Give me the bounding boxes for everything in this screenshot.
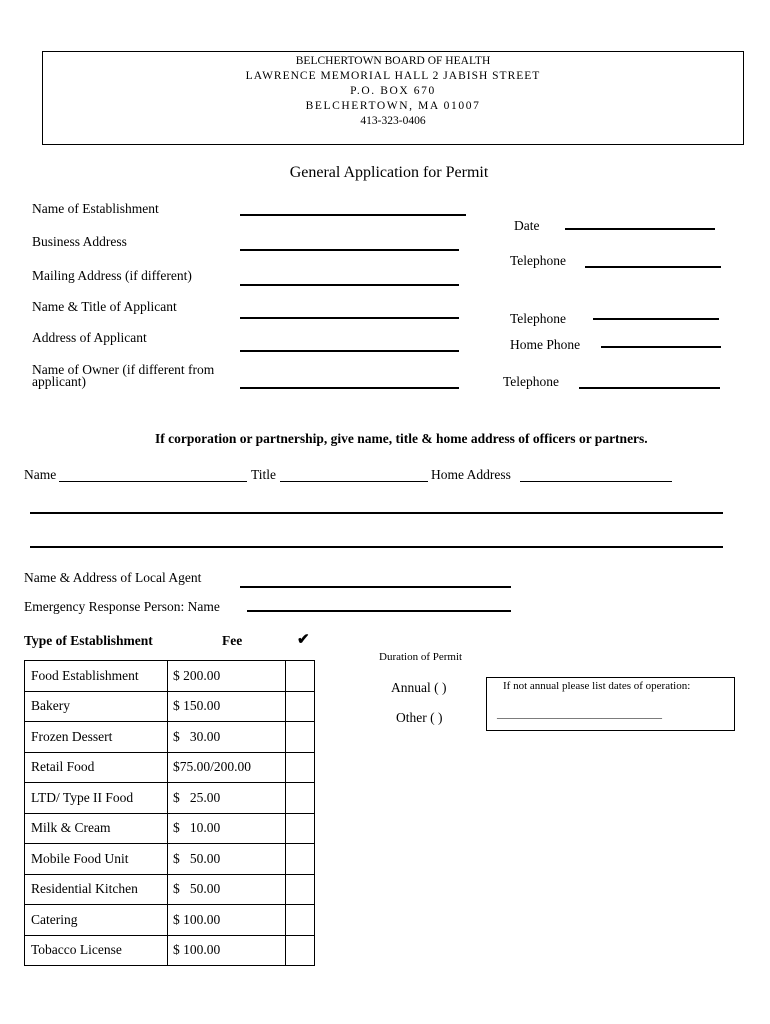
table-row <box>25 844 315 875</box>
establishment-type: Residential Kitchen <box>25 874 168 905</box>
establishment-fee: $ 50.00 <box>168 844 286 875</box>
officer-name-field[interactable] <box>59 481 247 482</box>
establishment-type: Frozen Dessert <box>25 722 168 753</box>
establishment-type: Retail Food <box>25 752 168 783</box>
business-address-label: Business Address <box>32 234 127 249</box>
if-not-annual-label: If not annual please list dates of operation: <box>503 680 691 692</box>
dates-of-operation-box <box>486 677 735 731</box>
check-mark-icon: ✔ <box>297 632 310 648</box>
name-establishment-field[interactable] <box>240 214 466 216</box>
name-owner-label-line1: Name of Owner (if different from <box>32 362 215 377</box>
table-row <box>25 722 315 753</box>
officer-line-2[interactable] <box>30 546 723 548</box>
table-row <box>25 935 315 966</box>
table-row <box>25 691 315 722</box>
local-agent-label: Name & Address of Local Agent <box>24 570 202 585</box>
officer-home-address-field[interactable] <box>520 481 672 482</box>
establishment-fee: $75.00/200.00 <box>168 752 286 783</box>
establishment-type: Food Establishment <box>25 661 168 692</box>
name-title-applicant-label: Name & Title of Applicant <box>32 299 177 314</box>
establishment-checkbox[interactable] <box>286 935 315 966</box>
agency-street: LAWRENCE MEMORIAL HALL 2 JABISH STREET <box>245 70 541 82</box>
table-row <box>25 905 315 936</box>
establishment-type: LTD/ Type II Food <box>25 783 168 814</box>
establishment-checkbox[interactable] <box>286 844 315 875</box>
telephone-2-field[interactable] <box>593 318 719 320</box>
home-phone-field[interactable] <box>601 346 721 348</box>
establishment-checkbox[interactable] <box>286 874 315 905</box>
mailing-address-field[interactable] <box>240 284 459 286</box>
agency-po-box: P.O. BOX 670 <box>350 85 436 97</box>
establishment-checkbox[interactable] <box>286 691 315 722</box>
name-owner-label-line2: applicant) <box>32 374 86 389</box>
table-row <box>25 874 315 905</box>
establishment-fee: $ 100.00 <box>168 935 286 966</box>
officer-name-label: Name <box>24 467 57 482</box>
agency-name: BELCHERTOWN BOARD OF HEALTH <box>295 55 491 67</box>
date-label: Date <box>514 218 540 233</box>
officer-title-label: Title <box>251 467 277 482</box>
agency-phone: 413-323-0406 <box>360 115 426 127</box>
establishment-checkbox[interactable] <box>286 905 315 936</box>
telephone-1-field[interactable] <box>585 266 721 268</box>
establishment-fee: $ 100.00 <box>168 905 286 936</box>
establishment-fee: $ 200.00 <box>168 661 286 692</box>
telephone-1-label: Telephone <box>510 253 567 268</box>
name-owner-label <box>32 364 214 388</box>
establishment-checkbox[interactable] <box>286 661 315 692</box>
establishment-type: Bakery <box>25 691 168 722</box>
name-title-applicant-field[interactable] <box>240 317 459 319</box>
type-establishment-heading: Type of Establishment <box>24 633 153 648</box>
establishment-fee: $ 150.00 <box>168 691 286 722</box>
name-establishment-label: Name of Establishment <box>32 201 159 216</box>
establishment-fee: $ 25.00 <box>168 783 286 814</box>
date-field[interactable] <box>565 228 715 230</box>
establishment-checkbox[interactable] <box>286 813 315 844</box>
establishment-fee: $ 10.00 <box>168 813 286 844</box>
establishment-type: Tobacco License <box>25 935 168 966</box>
telephone-3-label: Telephone <box>503 374 560 389</box>
mailing-address-label: Mailing Address (if different) <box>32 268 192 283</box>
establishment-checkbox[interactable] <box>286 752 315 783</box>
agency-city: BELCHERTOWN, MA 01007 <box>305 100 481 112</box>
page-title: General Application for Permit <box>289 164 489 181</box>
telephone-2-label: Telephone <box>510 311 567 326</box>
duration-heading: Duration of Permit <box>379 651 463 663</box>
establishment-fee: $ 50.00 <box>168 874 286 905</box>
dates-of-operation-field[interactable]: ______________________________ <box>497 708 662 720</box>
telephone-3-field[interactable] <box>579 387 720 389</box>
officer-home-address-label: Home Address <box>431 467 511 482</box>
establishment-fee: $ 30.00 <box>168 722 286 753</box>
name-owner-field[interactable] <box>240 387 459 389</box>
table-row <box>25 752 315 783</box>
establishment-type: Mobile Food Unit <box>25 844 168 875</box>
table-row <box>25 783 315 814</box>
establishment-type: Catering <box>25 905 168 936</box>
table-row <box>25 661 315 692</box>
annual-option[interactable]: Annual ( ) <box>391 680 447 695</box>
table-row <box>25 813 315 844</box>
home-phone-label: Home Phone <box>510 337 581 352</box>
establishment-checkbox[interactable] <box>286 783 315 814</box>
establishment-fee-table <box>24 660 315 966</box>
officer-line-1[interactable] <box>30 512 723 514</box>
address-applicant-label: Address of Applicant <box>32 330 147 345</box>
establishment-type: Milk & Cream <box>25 813 168 844</box>
emergency-person-label: Emergency Response Person: Name <box>24 599 220 614</box>
emergency-person-field[interactable] <box>247 610 511 612</box>
local-agent-field[interactable] <box>240 586 511 588</box>
address-applicant-field[interactable] <box>240 350 459 352</box>
business-address-field[interactable] <box>240 249 459 251</box>
agency-header <box>42 51 744 145</box>
officer-title-field[interactable] <box>280 481 428 482</box>
fee-heading: Fee <box>222 633 243 648</box>
other-option[interactable]: Other ( ) <box>396 710 443 725</box>
establishment-checkbox[interactable] <box>286 722 315 753</box>
corporation-heading: If corporation or partnership, give name, title & home address of officers or partners. <box>155 431 648 446</box>
